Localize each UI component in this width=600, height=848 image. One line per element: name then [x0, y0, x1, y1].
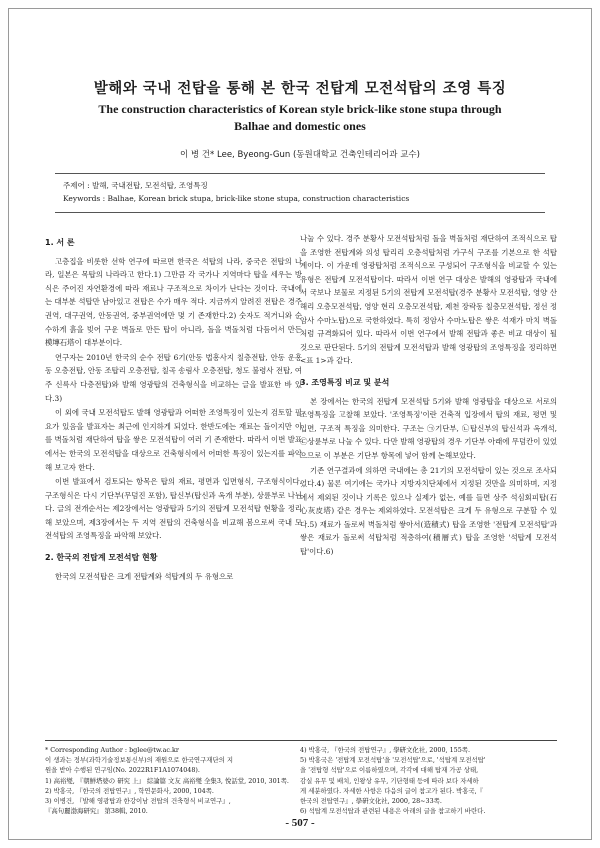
footnote: 한국의 전탑연구』, 學硏文化社, 2000, 28~33쪽.	[300, 797, 442, 806]
footnote: 『高句麗渤海研究』 第38輯, 2010.	[45, 807, 148, 816]
paragraph: 고층집을 비롯한 선학 연구에 따르면 한국은 석탑의 나라, 중국은 전탑의 나라, 일본은 목탑의 나라라고 한다.1) 그만큼 각 국가나 지역마다 탑을 세우는 방식은 주어진 자연환경에 따라 재료나 구조적으로 차이가 난다는 것이다. 국내에는 대부분 석탑만 남아있고 전탑은 수가 매우 적다. 지금까지 알려진 전탑은 경주권역, 대구권역, 안동권역, 중부권역에만 몇 기 존재한다.2) 숫자도 적거니와 순수하게 흙을 빚어 구운 벽돌로 만든 탑이 아니라, 돌을 벽돌처럼 다듬어서 만든 模塼石塔이 대부분이다.	[45, 256, 302, 348]
paragraph: 본 장에서는 한국의 전탑계 모전석탑 5기와 발해 영광탑을 대상으로 서로의 조영특징을 고찰해 보았다. '조영특징'이란 건축적 입장에서 탑의 재료, 평면 및 입면, 구조적 특징을 의미한다. 구조는 ㉠기단부, ㉡탑신부의 탑신석과 옥개석, ㉢상륜부로 나눌 수 있다. 다만 발해 영광탑의 경우 기단부 아래에 무덤칸이 있었으므로 이 부분은 기단부 항목에 넣어 함께 논해보았다.	[300, 396, 557, 460]
footnotes-left	[45, 740, 302, 816]
paragraph: 이 외에 국내 모전석탑도 발해 영광탑과 어떠한 조영특징이 있는지 검토할 필요가 있음을 발표자는 최근에 인지하게 되었다. 한반도에는 재료는 돌이지만 이를 벽돌처럼 재단하여 탑을 쌓은 모전석탑이 여러 기 존재한다. 따라서 이번 발표에서는 한국의 모전석탑을 대상으로 건축형식에서 어떠한 특징이 있는지를 파악해 보고자 한다.	[45, 408, 302, 472]
paragraph: 기존 연구결과에 의하면 국내에는 총 21기의 모전석탑이 있는 것으로 조사되었다.4) 물론 여기에는 국가나 지방자치단체에서 지정된 것만을 의미하며, 지정에서 제외된 것이나 기록은 있으나 실제가 없는, 예를 들면 상주 석심회피탑(石心灰皮塔) 같은 경우는 제외하였다. 모전석탑은 크게 두 유형으로 구분할 수 있다.5) 재료가 돌로써 벽돌처럼 쌓아서(造積式) 탑을 조영한 '전탑계 모전석탑'과 쌓은 재료가 돌로써 석탑처럼 적층하여(積層式) 탑을 조영한 '석탑계 모전석탑'이다.6)	[300, 465, 557, 557]
keywords-korean: 주제어 : 발해, 국내전탑, 모전석탑, 조영특징	[63, 181, 208, 190]
left-column	[45, 232, 302, 584]
right-column	[300, 232, 557, 560]
footnote: 6) 석탑계 모전석탑과 관련된 내용은 아래의 글을 참고하기 바란다.	[300, 807, 486, 816]
footnote: 을 '전탑형 석탑'으로 이름하였으며, 각각에 대해 탑재 가공 상태,	[300, 766, 479, 775]
keywords-box	[55, 173, 545, 213]
footnote: 감실 유무 및 배치, 인왕상 유무, 기단형태 등에 따라 보다 자세하	[300, 776, 479, 785]
paper-title-korean: 발해와 국내 전탑을 통해 본 한국 전탑계 모전석탑의 조영 특징	[93, 81, 507, 97]
footnote: 원을 받아 수행된 연구임(No. 2022R1F1A1074048).	[45, 766, 200, 775]
footnote: * Corresponding Author : bglee@tw.ac.kr	[45, 746, 179, 754]
author-line: 이 병 건* Lee, Byeong-Gun (동원대학교 건축인테리어과 교수)	[180, 150, 420, 160]
footnote: 3) 이병건, 『발해 영광탑과 한강이남 전탑의 건축형식 비교연구』,	[45, 797, 231, 806]
page-number: - 507 -	[285, 817, 315, 829]
footnotes-right	[300, 740, 557, 816]
paragraph: 한국의 모전석탑은 크게 전탑계와 석탑계의 두 유형으로	[55, 571, 234, 581]
footnote: 게 세분하였다. 자세한 사항은 다음의 글이 참고가 된다. 박홍국,『	[300, 786, 484, 795]
paragraph: 나눌 수 있다. 경주 분황사 모전석탑처럼 돌을 벽돌처럼 재단하여 조적식으로 탑을 조영한 전탑계와 의성 탑리리 오층석탑처럼 가구식 구조를 기본으로 한 석탑계이다. 이 가운데 영광탑처럼 조적식으로 구성되어 구조형식을 비교할 수 있는 유형은 전탑계 모전석탑이다. 따라서 이번 연구 대상은 발해의 영광탑과 국내에서 국보나 보물로 지정된 5기의 전탑계 모전석탑(경주 분황사 모전석탑, 영양 산해리 오층모전석탑, 영양 현리 오층모전석탑, 제천 장락동 칠층모전석탑, 정선 정암사 수마노탑)으로 국한하였다. 특히 정암사 수마노탑은 쌓은 석재가 마치 벽돌처럼 규격화되어 있다. 따라서 이번 연구에서 발해 전탑과 좋은 비교 대상이 될 것으로 판단된다. 5기의 전탑계 모전석탑과 발해 영광탑의 조영특징을 정리하면 <표 1>과 같다.	[300, 234, 557, 366]
title-en-line-2: Balhae and domestic ones	[234, 119, 366, 133]
paragraph: 이번 발표에서 검토되는 항목은 탑의 재료, 평면과 입면형식, 구조형식이다. 구조형식은 다시 기단부(무덤진 포함), 탑신부(탑신과 옥개 부분), 상륜부로 나뉜다. 글의 전개순서는 제2장에서는 영광탑과 5기의 전탑계 모전석탑 현황을 정리해 보았으며, 제3장에서는 두 지역 전탑의 건축형식을 비교해 봄으로써 국내 모전석탑의 조영특징을 파악해 보았다.	[45, 477, 302, 541]
paragraph: 연구자는 2010년 한국의 순수 전탑 6기(안동 법흥사지 칠층전탑, 안동 운흥동 오층전탑, 안동 조탑리 오층전탑, 칠곡 송림사 오층전탑, 청도 불령사 전탑, 여주 신륵사 다층전탑)와 발해 영광탑의 건축형식을 비교하는 글을 발표한 바 있다.3)	[45, 352, 302, 403]
title-en-line-1: The construction characteristics of Korean style brick-like stone stupa through	[98, 102, 502, 116]
footnote: 1) 高裕燮, 『朝鮮塔婆の 研究 上』 綜論篇 文友 高裕燮 全集3, 悅話堂, 2010, 301쪽.	[45, 776, 289, 785]
footnote: 이 생과는 정부(과학기술정보통신부)의 재원으로 한국연구재단의 지	[45, 756, 233, 765]
footnote: 5) 박홍국은 '전탑계 모전석탑'을 '모전석탑'으로, '석탑계 모전석탑'	[300, 756, 486, 765]
paper-title-english	[40, 101, 560, 135]
section-heading-introduction: 1. 서 론	[45, 238, 75, 247]
footnote: 2) 박홍국, 『한국의 전탑연구』, 학연문화사, 2000, 104쪽.	[45, 786, 214, 795]
keywords-english: Keywords : Balhae, Korean brick stupa, brick-like stone stupa, construction characteristics	[63, 194, 410, 203]
section-heading-comparison: 3. 조영특징 비교 및 분석	[300, 377, 390, 387]
section-heading-current-status: 2. 한국의 전탑계 모전석탑 현황	[45, 553, 158, 563]
footnote: 4) 박홍국, 『한국의 전탑연구』, 學硏文化社, 2000, 155쪽.	[300, 746, 471, 754]
